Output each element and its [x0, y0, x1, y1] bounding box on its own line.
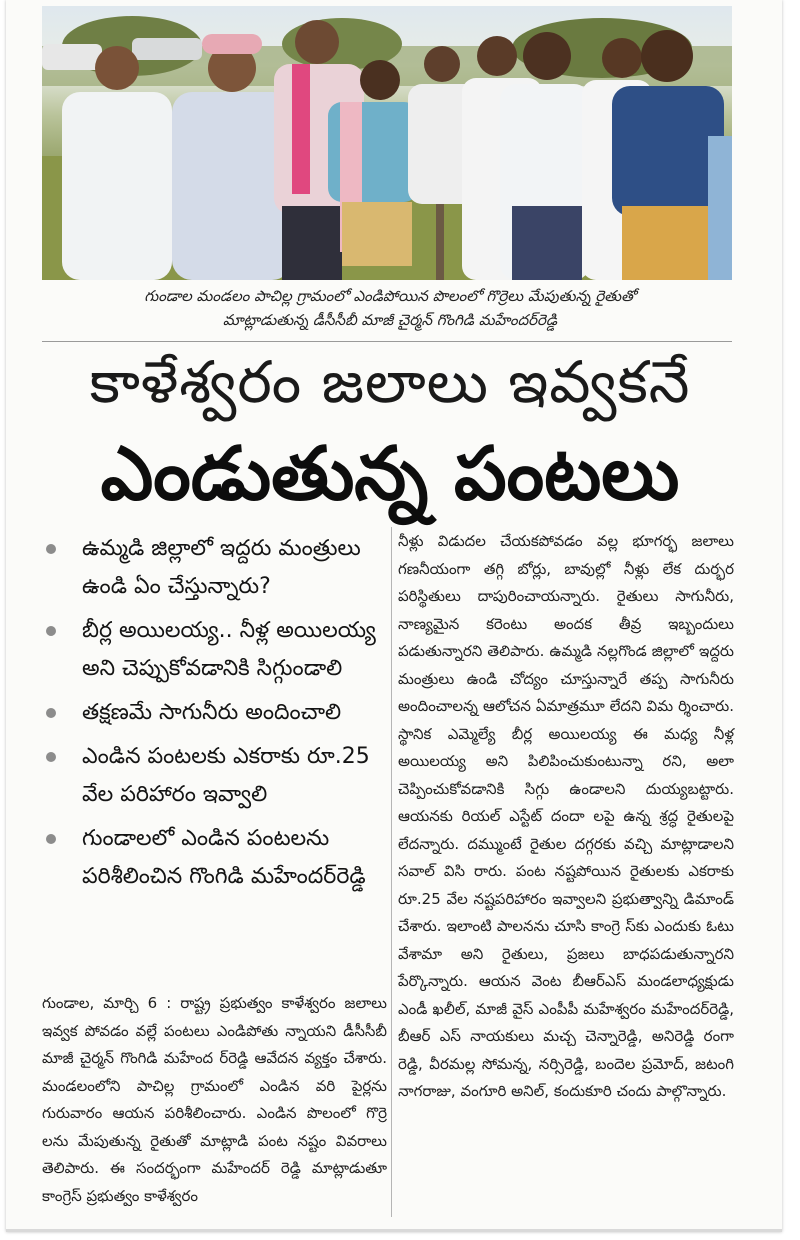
highlight-item — [42, 738, 387, 814]
highlight-text: బీర్ల అయిలయ్య.. నీళ్ల అయిలయ్య అని చెప్పుకోవడానికి సిగ్గుండాలి — [82, 618, 376, 681]
highlight-item — [42, 694, 387, 732]
article-paragraph: గుండాల, మార్చి 6 : రాష్ట్ర ప్రభుత్వం కాళేశ్వరం జలాలు ఇవ్వక పోవడం వల్లే పంటలు ఎండిపోతు న్నాయని డీసీసీబీ మాజీ చైర్మన్ గొంగిడి మహేంద ర్‌రెడ్డి ఆవేదన వ్యక్తం చేశారు. మండలంలోని పాచిల్ల గ్రామంలో ఎండిన వరి పైర్లను గురువారం ఆయన పరిశీలించారు. ఎండిన పొలంలో గొర్రె లను మేపుతున్న రైతుతో మాట్లాడి పంట నష్టం వివరాలు తెలిపారు. ఈ సందర్భంగా మహేందర్ రెడ్డి మాట్లాడుతూ కాంగ్రెస్ ప్రభుత్వం కాళేశ్వరం — [42, 994, 387, 1205]
highlights-list — [42, 530, 387, 902]
photo-caption-line-2: మాట్లాడుతున్న డీసీసీబీ మాజీ చైర్మన్ గొంగిడి మహేందర్‌రెడ్డి — [222, 311, 558, 329]
highlight-item — [42, 820, 387, 896]
highlight-text: తక్షణమే సాగునీరు అందించాలి — [82, 700, 342, 725]
bullet-icon — [46, 834, 56, 844]
bullet-icon — [46, 544, 56, 554]
article-paragraph: నీళ్లు విడుదల చేయకపోవడం వల్ల భూగర్భ జలాలు గణనీయంగా తగ్గి బోర్లు, బావుల్లో నీళ్లు లేక దుర్భర పరిస్థితులు దాపురించాయన్నారు. రైతులు సాగునీరు, నాణ్యమైన కరెంటు అందక తీవ్ర ఇబ్బందులు పడుతున్నారని తెలిపారు. ఉమ్మడి నల్లగొండ జిల్లాలో ఇద్దరు మంత్రులు ఉండి చోద్యం చూస్తున్నారే తప్ప సాగునీరు అందించాలన్న ఆలోచన ఏమాత్రమూ లేదని విమ ర్శించారు. స్థానిక ఎమ్మెల్యే బీర్ల అయిలయ్య ఈ మధ్య నీళ్ల అయిలయ్య అని పిలిపించుకుంటున్నా రని, అలా చెప్పించుకోవడానికి సిగ్గు ఉండాలని దుయ్యబట్టారు. ఆయనకు రియల్ ఎస్టేట్ దందా లపై ఉన్న శ్రద్ధ రైతులపై లేదన్నారు. దమ్ముంటే రైతుల దగ్గరకు వచ్చి మాట్లాడాలని సవాల్ విసి రారు. పంట నష్టపోయిన రైతులకు ఎకరాకు రూ.25 వేల నష్టపరిహారం ఇవ్వాలని ప్రభుత్వాన్ని డిమాండ్ చేశారు. ఇలాంటి పాలనను చూసి కాంగ్రె స్‌కు ఎందుకు ఓటు వేశామా అని రైతులు, ప్రజలు బాధపడుతున్నారని పేర్కొన్నారు. ఆయన వెంట బీఆర్ఎస్ మండలాధ్యక్షుడు ఎండీ ఖలీల్, మాజీ వైస్ ఎంపీపీ మహేశ్వరం మహేందర్‌రెడ్డి, బీఆర్ ఎస్ నాయకులు మచ్చ చెన్నారెడ్డి, అనిరెడ్డి రంగా రెడ్డి, వీరమల్ల సోమన్న, నర్సిరెడ్డి, బందెల ప్రమోద్, జటంగి నాగరాజు, వంగూరి అనిల్, కందుకూరి చందు పాల్గొన్నారు. — [398, 532, 734, 1100]
bullet-icon — [46, 708, 56, 718]
highlight-item — [42, 530, 387, 606]
column-divider — [391, 527, 392, 1217]
caption-divider — [42, 341, 732, 342]
highlight-text: గుండాలలో ఎండిన పంటలను పరిశీలించిన గొంగిడి మహేందర్‌రెడ్డి — [82, 826, 366, 889]
article-body-left — [42, 990, 387, 1210]
headline-line-2: ఎండుతున్న పంటలు — [100, 431, 680, 517]
photo-caption-line-1: గుండాల మండలం పాచిల్ల గ్రామంలో ఎండిపోయిన పొలంలో గొర్రెలు మేపుతున్న రైతుతో — [144, 287, 636, 305]
article-body-right — [398, 528, 734, 1106]
highlight-item — [42, 612, 387, 688]
page-bottom-edge — [6, 1229, 782, 1232]
highlight-text: ఉమ్మడి జిల్లాలో ఇద్దరు మంత్రులు ఉండి ఏం చేస్తున్నారు? — [82, 536, 361, 599]
news-photo — [42, 6, 732, 280]
bullet-icon — [46, 626, 56, 636]
highlight-text: ఎండిన పంటలకు ఎకరాకు రూ.25 వేల పరిహారం ఇవ్వాలి — [82, 744, 370, 807]
headline-line-1: కాళేశ్వరం జలాలు ఇవ్వకనే — [89, 348, 691, 416]
bullet-icon — [46, 752, 56, 762]
photo-illustration — [42, 6, 732, 280]
